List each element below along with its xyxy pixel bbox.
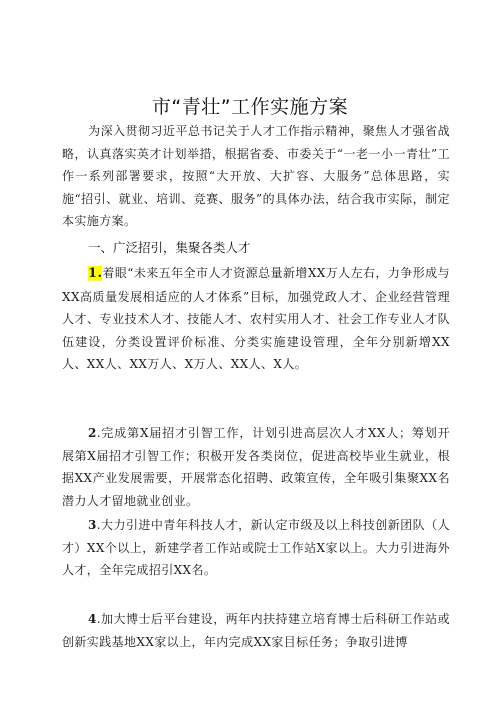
- item-1-number: 1.: [88, 266, 103, 281]
- document-title: 市“青壮”工作实施方案: [151, 96, 349, 118]
- item-3-paragraph: [62, 514, 450, 582]
- item-2-text: .完成第X届招才引智工作，计划引进高层次人才XX人；筹划开展第X届招才引智工作；积极开发各类岗位，促进高校毕业生就业，根据XX产业发展需要，开展常态化招聘、政策宣传，全年吸引集聚XX名潜力人才留地就业创业。: [62, 426, 450, 508]
- item-4-number: 4: [88, 612, 97, 626]
- item-1-paragraph: [62, 262, 450, 376]
- item-4-paragraph: [62, 608, 450, 653]
- intro-paragraph: [62, 120, 450, 233]
- item-3-text: .大力引进中青年科技人才，新认定市级及以上科技创新团队（人才）XX个以上，新建学者工作站或院士工作站X家以上。大力引进海外人才，全年完成招引XX名。: [62, 518, 450, 578]
- section-heading: 一、广泛招引，集聚各类人才: [88, 240, 251, 255]
- item-1-text: 着眼“未来五年全市人才资源总量新增XX万人左右，力争形成与XX高质量发展相适应的人才体系”目标，加强党政人才、企业经营管理人才、专业技术人才、技能人才、农村实用人才、社会工作专业人才队伍建设，分类设置评价标准、分类实施建设管理，全年分别新增XX人、XX人、XX万人、X万人、XX人、X人。: [62, 266, 450, 372]
- item-3-number: 3: [88, 518, 97, 532]
- intro-text: 为深入贯彻习近平总书记关于人才工作指示精神，聚焦人才强省战略，认真落实英才计划举措，根据省委、市委关于“一老一小一青壮”工作一系列部署要求，按照“大开放、大扩容、大服务”总体思路，实施“招引、就业、培训、竞赛、服务”的具体办法，结合我市实际，制定本实施方案。: [62, 124, 450, 229]
- item-2-number: 2: [88, 426, 97, 440]
- item-4-text: .加大博士后平台建设，两年内扶持建立培育博士后科研工作站或创新实践基地XX家以上，年内完成XX家目标任务；争取引进博: [62, 612, 450, 649]
- item-2-paragraph: [62, 422, 450, 512]
